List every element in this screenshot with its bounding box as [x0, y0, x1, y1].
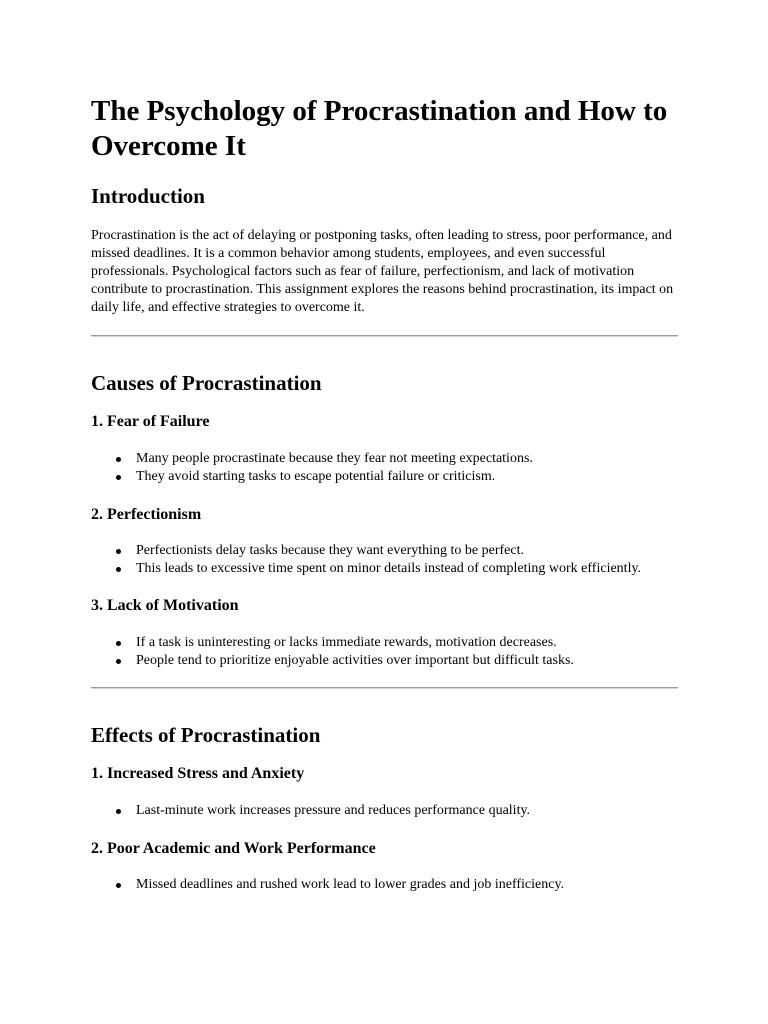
- list-item: If a task is uninteresting or lacks immediate rewards, motivation decreases.: [136, 634, 678, 652]
- bullet-list: [91, 634, 678, 670]
- subsection-heading-perfectionism: 2. Perfectionism: [91, 506, 202, 523]
- subsection-heading-lack-of-motivation: 3. Lack of Motivation: [91, 597, 239, 614]
- list-item: They avoid starting tasks to escape potential failure or criticism.: [136, 468, 678, 486]
- list-item: Perfectionists delay tasks because they want everything to be perfect.: [136, 542, 678, 560]
- bullet-list: [91, 542, 678, 578]
- section-heading-introduction: Introduction: [91, 184, 205, 208]
- document-title: The Psychology of Procrastination and How to Overcome It: [91, 95, 668, 162]
- horizontal-rule: [91, 335, 678, 337]
- bullet-list: [91, 802, 678, 820]
- subsection-heading-stress-anxiety: 1. Increased Stress and Anxiety: [91, 765, 305, 782]
- subsection-heading-poor-performance: 2. Poor Academic and Work Performance: [91, 840, 376, 857]
- subsection-heading-fear-of-failure: 1. Fear of Failure: [91, 413, 210, 430]
- list-item: Last-minute work increases pressure and reduces performance quality.: [136, 802, 678, 820]
- section-heading-causes: Causes of Procrastination: [91, 371, 322, 395]
- bullet-list: [91, 450, 678, 486]
- list-item: This leads to excessive time spent on minor details instead of completing work efficiently.: [136, 560, 678, 578]
- list-item: People tend to prioritize enjoyable activities over important but difficult tasks.: [136, 652, 678, 670]
- section-heading-effects: Effects of Procrastination: [91, 723, 321, 747]
- list-item: Many people procrastinate because they fear not meeting expectations.: [136, 450, 678, 468]
- document-page: [91, 0, 678, 894]
- horizontal-rule: [91, 687, 678, 689]
- bullet-list: [91, 876, 678, 894]
- introduction-paragraph: Procrastination is the act of delaying or postponing tasks, often leading to stress, poor performance, and missed deadlines. It is a common behavior among students, employees, and even successful professionals. Psychological factors such as fear of failure, perfectionism, and lack of motivation contribute to procrastination. This assignment explores the reasons behind procrastination, its impact on daily life, and effective strategies to overcome it.: [91, 228, 674, 315]
- list-item: Missed deadlines and rushed work lead to lower grades and job inefficiency.: [136, 876, 678, 894]
